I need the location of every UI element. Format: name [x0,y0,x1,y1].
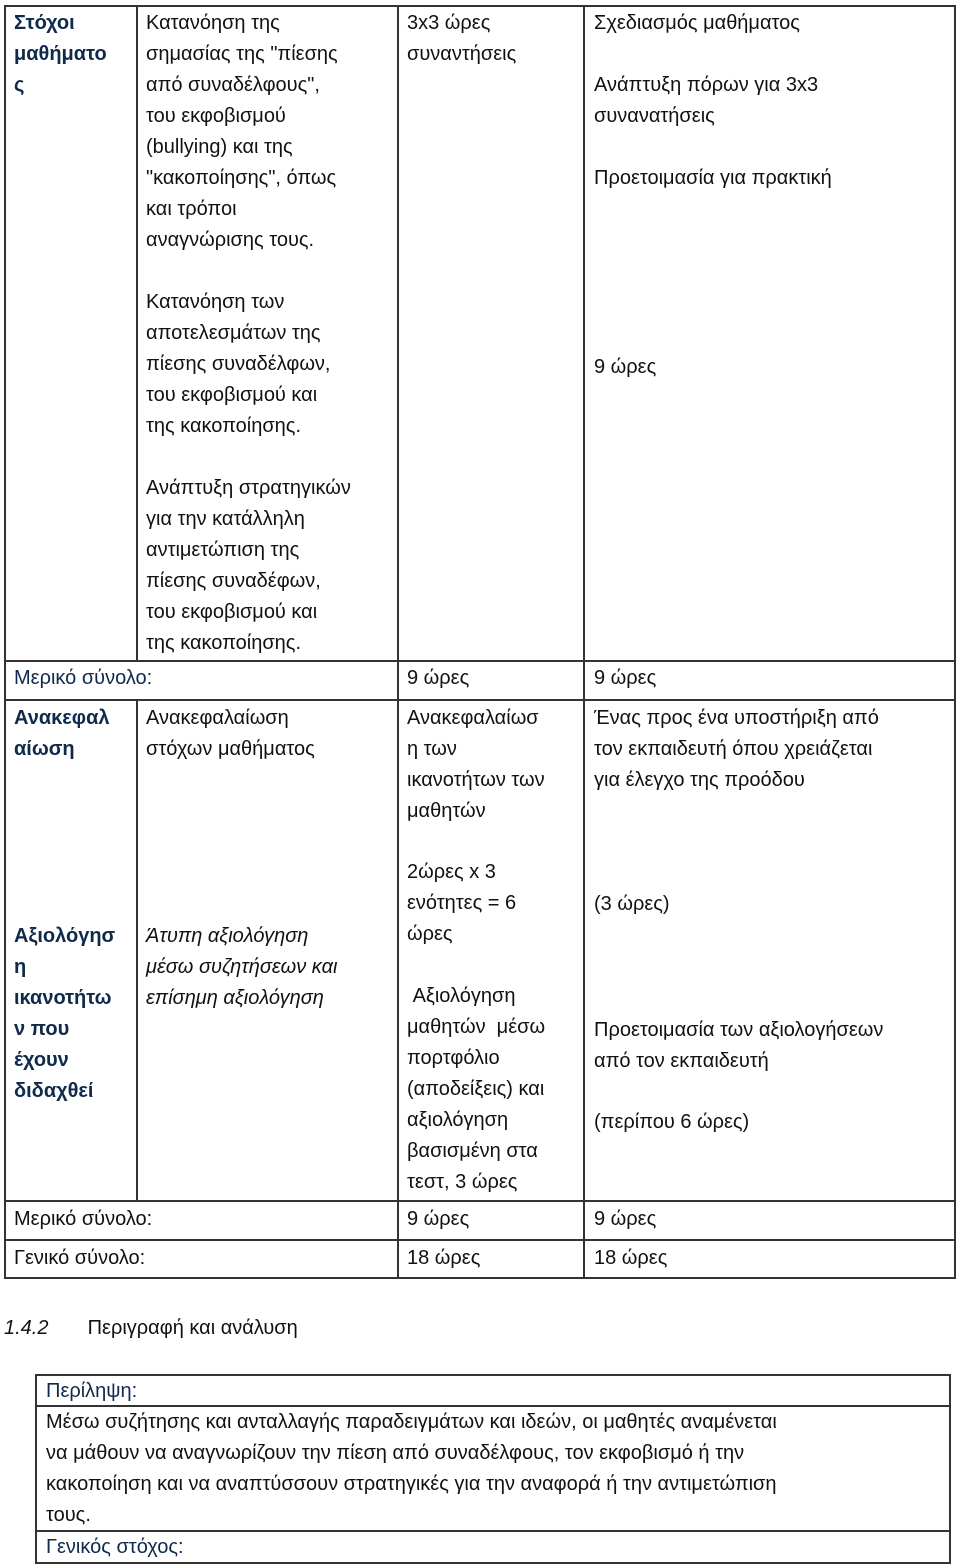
teacher-task-item: Προετοιμασία για πρακτική [594,167,832,189]
summary-label: Περίληψη: [46,1380,138,1402]
row-divider [4,1239,956,1241]
section-heading [4,1313,298,1344]
subtotal-label: Μερικό σύνολο: [14,1208,153,1230]
row-label-objectives: Στόχοι μαθήματο ς [14,12,107,96]
column-divider [583,5,585,1279]
assessment-teacher-task: Προετοιμασία των αξιολογήσεων από τον εκπαιδευτή [594,1019,884,1072]
summary-box-border-top [35,1374,951,1376]
summary-student: Ανακεφαλαίωσ η των ικανοτήτων των μαθητών [407,707,545,822]
grand-total-label: Γενικό σύνολο: [14,1247,146,1269]
table-border-bottom [4,1277,956,1279]
teacher-tasks-list [594,8,950,194]
assessment-content: Άτυπη αξιολόγηση μέσω συζητήσεων και επίσημη αξιολόγηση [146,925,338,1009]
summary-box-border-left [35,1374,37,1564]
summary-text: Μέσω συζήτησης και ανταλλαγής παραδειγμάτων και ιδεών, οι μαθητές αναμένεται να μάθουν να αναγνωρίζουν την πίεση από συναδέλφους, τον εκφοβισμό ή την κακοποίηση και να αναπτύσσουν στρατηγικές για την αναφορά ή την αντιμετώπιση τους. [46,1411,777,1526]
assessment-teacher-hours-approx: (περίπου 6 ώρες) [594,1111,750,1133]
objective-item: Ανάπτυξη στρατηγικών για την κατάλληλη αντιμετώπιση της πίεσης συναδέφων, του εκφοβισμού και της κακοποίησης. [146,477,351,654]
assessment-teacher-hours: (3 ώρες) [594,893,670,915]
section-title: Περιγραφή και ανάλυση [87,1317,298,1339]
column-divider [136,699,138,1200]
student-hours-objectives: 3x3 ώρες συναντήσεις [407,12,517,65]
subtotal-teacher-hours: 9 ώρες [594,667,657,689]
table-border-left [4,5,6,1279]
row-divider [4,699,956,701]
teacher-task-item: Σχεδιασμός μαθήματος [594,12,800,34]
objective-item: Κατανόηση των αποτελεσμάτων της πίεσης συναδέλφων, του εκφοβισμού και της κακοποίησης. [146,291,331,437]
summary-box-border-right [949,1374,951,1564]
subtotal-student-hours: 9 ώρες [407,1208,470,1230]
row-label-assessment: Αξιολόγησ η ικανοτήτω ν που έχουν διδαχθεί [14,925,116,1102]
row-divider [4,660,956,662]
column-divider [136,5,138,660]
teacher-hours-objectives: 9 ώρες [594,356,657,378]
grand-total-teacher-hours: 18 ώρες [594,1247,668,1269]
teacher-task-item: Ανάπτυξη πόρων για 3x3 συνανατήσεις [594,74,819,127]
assessment-student-method: Αξιολόγηση μαθητών μέσω πορτφόλιο (αποδείξεις) και αξιολόγηση βασισμένη στα τεστ, 3 ώρες [407,985,546,1193]
section-number: 1.4.2 [4,1317,49,1339]
general-goal-label: Γενικός στόχος: [46,1536,184,1558]
column-divider [397,5,399,1279]
table-border-right [954,5,956,1279]
row-label-summary: Ανακεφαλ αίωση [14,707,110,760]
table-border-top [4,5,956,7]
row-divider [4,1200,956,1202]
subtotal-student-hours: 9 ώρες [407,667,470,689]
grand-total-student-hours: 18 ώρες [407,1247,481,1269]
subtotal-label: Μερικό σύνολο: [14,667,153,689]
objectives-list [146,8,394,659]
assessment-student-hours: 2ώρες x 3 ενότητες = 6 ώρες [407,861,517,945]
subtotal-teacher-hours: 9 ώρες [594,1208,657,1230]
summary-content: Ανακεφαλαίωση στόχων μαθήματος [146,707,315,760]
objective-item: Κατανόηση της σημασίας της "πίεσης από συναδέλφους", του εκφοβισμού (bullying) και της "κακοποίησης", όπως και τρόποι αναγνώρισης τους. [146,12,338,251]
summary-teacher: Ένας προς ένα υποστήριξη από τον εκπαιδευτή όπου χρειάζεται για έλεγχο της προόδου [594,707,879,791]
